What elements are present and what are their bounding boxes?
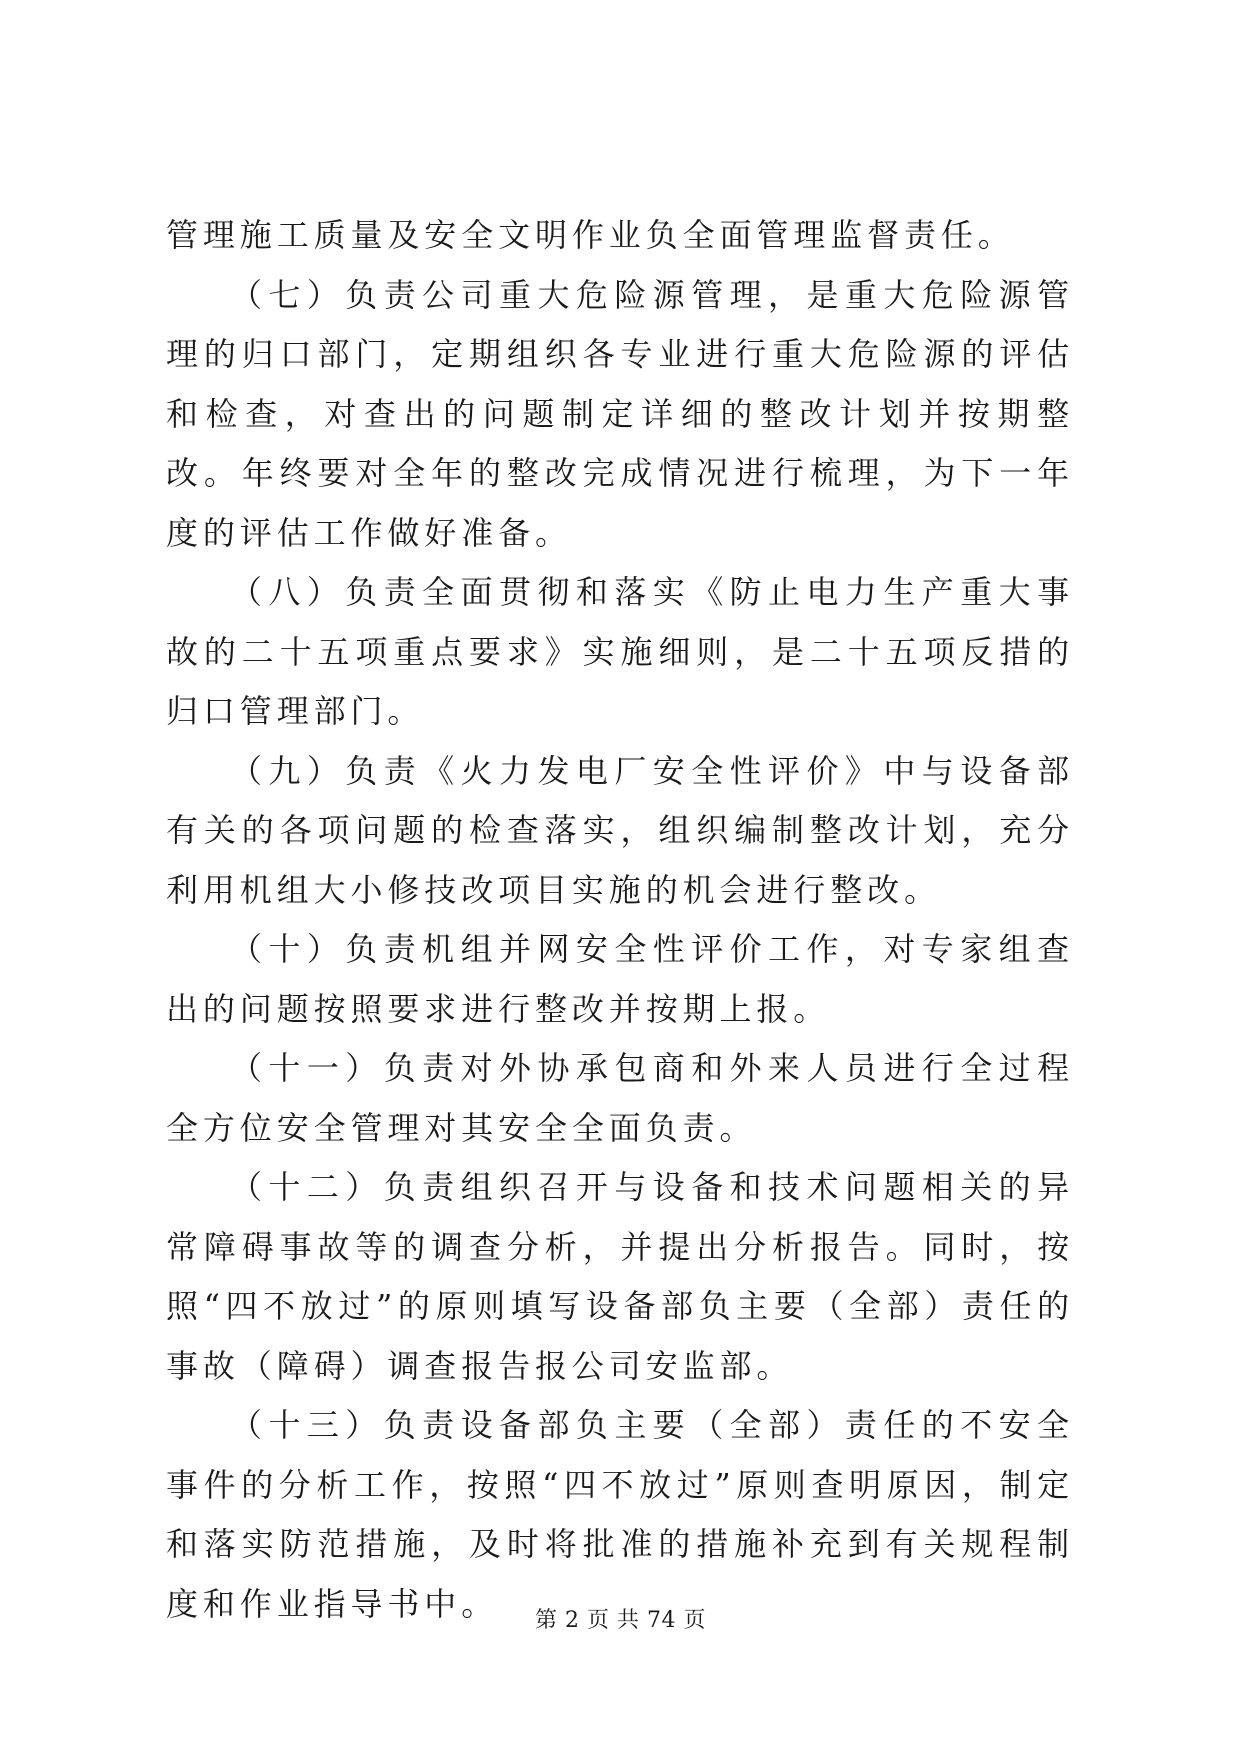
paragraph-item-12: （十二）负责组织召开与设备和技术问题相关的异常障碍事故等的调查分析，并提出分析报告。同时，按照“四不放过”的原则填写设备部负主要（全部）责任的事故（障碍）调查报告报公司安监部。	[166, 1168, 1074, 1385]
paragraph-item-11: （十一）负责对外协承包商和外来人员进行全过程全方位安全管理对其安全全面负责。	[166, 1049, 1074, 1147]
paragraph-item-10: （十）负责机组并网安全性评价工作，对专家组查出的问题按照要求进行整改并按期上报。	[166, 930, 1074, 1028]
paragraph-item-9: （九）负责《火力发电厂安全性评价》中与设备部有关的各项问题的检查落实，组织编制整改计划，充分利用机组大小修技改项目实施的机会进行整改。	[166, 751, 1074, 909]
document-body	[166, 206, 1074, 1634]
paragraph-item-8: （八）负责全面贯彻和落实《防止电力生产重大事故的二十五项重点要求》实施细则，是二十五项反措的归口管理部门。	[166, 573, 1074, 730]
paragraph-continuation: 管理施工质量及安全文明作业负全面管理监督责任。	[166, 216, 1015, 254]
page-number-footer: 第 2 页 共 74 页	[535, 1608, 706, 1633]
paragraph-item-7: （七）负责公司重大危险源管理，是重大危险源管理的归口部门，定期组织各专业进行重大危险源的评估和检查，对查出的问题制定详细的整改计划并按期整改。年终要对全年的整改完成情况进行梳理，为下一年度的评估工作做好准备。	[166, 275, 1074, 552]
paragraph-item-13: （十三）负责设备部负主要（全部）责任的不安全事件的分析工作，按照“四不放过”原则查明原因，制定和落实防范措施，及时将批准的措施补充到有关规程制度和作业指导书中。	[166, 1406, 1074, 1623]
